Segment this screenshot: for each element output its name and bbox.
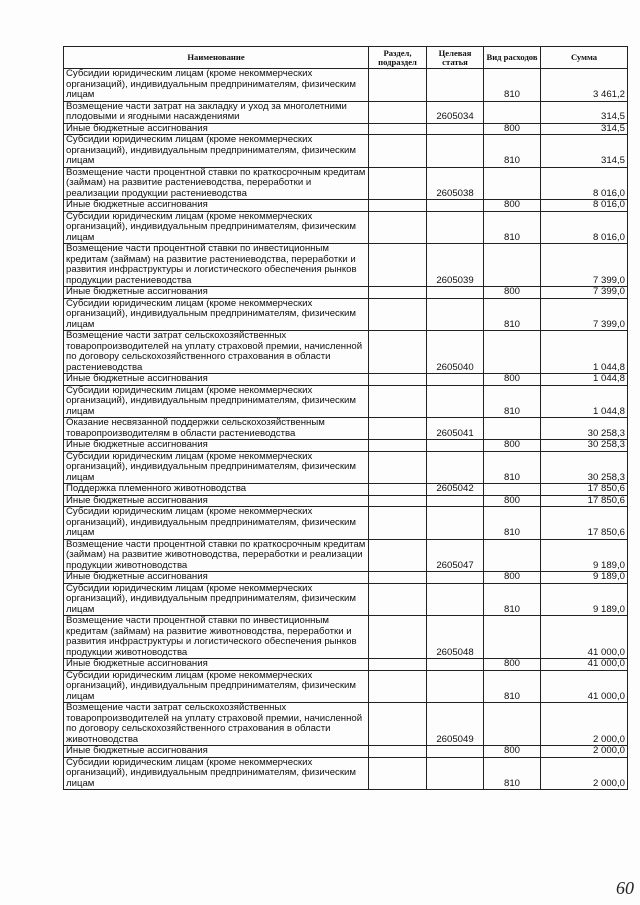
cell-expense-type: 810 [484,757,541,790]
header-target: Целевая статья [427,47,484,69]
cell-target-article: 2605042 [427,484,484,496]
cell-target-article: 2605047 [427,539,484,572]
cell-amount: 30 258,3 [541,418,628,440]
cell-target-article [427,287,484,299]
cell-expense-type: 810 [484,69,541,102]
header-name: Наименование [64,47,369,69]
cell-name: Субсидии юридическим лицам (кроме некоммерческих организаций), индивидуальным предпринимателям, физическим лицам [64,670,369,703]
cell-section [369,616,427,659]
cell-target-article [427,69,484,102]
cell-section [369,572,427,584]
cell-amount: 314,5 [541,101,628,123]
cell-section [369,331,427,374]
cell-target-article [427,583,484,616]
cell-name: Иные бюджетные ассигнования [64,287,369,299]
table-row [64,418,628,440]
cell-section [369,418,427,440]
table-row [64,211,628,244]
table-row [64,244,628,287]
cell-name: Возмещение части процентной ставки по инвестиционным кредитам (займам) на развитие животноводства, переработки и развития инфраструктуры и логистического обеспечения рынков продукции животноводства [64,616,369,659]
cell-section [369,123,427,135]
cell-name: Субсидии юридическим лицам (кроме некоммерческих организаций), индивидуальным предпринимателям, физическим лицам [64,69,369,102]
cell-amount: 9 189,0 [541,583,628,616]
table-row [64,659,628,671]
cell-amount: 7 399,0 [541,298,628,331]
cell-name: Субсидии юридическим лицам (кроме некоммерческих организаций), индивидуальным предпринимателям, физическим лицам [64,451,369,484]
header-section: Раздел, подраздел [369,47,427,69]
cell-amount: 8 016,0 [541,211,628,244]
cell-amount: 2 000,0 [541,757,628,790]
table-row [64,746,628,758]
cell-section [369,484,427,496]
cell-name: Иные бюджетные ассигнования [64,746,369,758]
cell-amount: 9 189,0 [541,539,628,572]
table-row [64,440,628,452]
cell-amount: 3 461,2 [541,69,628,102]
cell-amount: 314,5 [541,123,628,135]
cell-expense-type: 810 [484,670,541,703]
cell-target-article [427,385,484,418]
cell-section [369,746,427,758]
cell-expense-type: 800 [484,572,541,584]
cell-section [369,298,427,331]
cell-section [369,583,427,616]
table-row [64,287,628,299]
cell-section [369,385,427,418]
cell-target-article [427,374,484,386]
table-row [64,298,628,331]
cell-expense-type: 800 [484,123,541,135]
cell-target-article [427,746,484,758]
cell-name: Субсидии юридическим лицам (кроме некоммерческих организаций), индивидуальным предпринимателям, физическим лицам [64,135,369,168]
cell-name: Возмещение части процентной ставки по краткосрочным кредитам (займам) на развитие животноводства, переработки и реализации продукции животноводства [64,539,369,572]
cell-name: Возмещение части процентной ставки по инвестиционным кредитам (займам) на развитие растениеводства, переработки и развития инфраструктуры и логистического обеспечения рынков продукции растениеводства [64,244,369,287]
cell-name: Субсидии юридическим лицам (кроме некоммерческих организаций), индивидуальным предпринимателям, физическим лицам [64,298,369,331]
cell-section [369,287,427,299]
cell-name: Иные бюджетные ассигнования [64,572,369,584]
cell-target-article: 2605039 [427,244,484,287]
cell-amount: 7 399,0 [541,244,628,287]
cell-expense-type [484,418,541,440]
cell-expense-type [484,484,541,496]
table-row [64,451,628,484]
cell-section [369,440,427,452]
cell-expense-type [484,101,541,123]
cell-expense-type [484,167,541,200]
cell-section [369,703,427,746]
cell-target-article [427,659,484,671]
cell-section [369,539,427,572]
cell-amount: 314,5 [541,135,628,168]
cell-target-article [427,572,484,584]
cell-amount: 9 189,0 [541,572,628,584]
cell-amount: 1 044,8 [541,374,628,386]
cell-target-article [427,298,484,331]
cell-name: Иные бюджетные ассигнования [64,495,369,507]
cell-expense-type: 800 [484,440,541,452]
cell-expense-type: 810 [484,583,541,616]
table-row [64,200,628,212]
table-row [64,703,628,746]
cell-expense-type: 810 [484,211,541,244]
cell-name: Субсидии юридическим лицам (кроме некоммерческих организаций), индивидуальным предпринимателям, физическим лицам [64,757,369,790]
cell-name: Субсидии юридическим лицам (кроме некоммерческих организаций), индивидуальным предпринимателям, физическим лицам [64,583,369,616]
cell-section [369,659,427,671]
table-row [64,374,628,386]
cell-target-article: 2605040 [427,331,484,374]
table-row [64,583,628,616]
cell-amount: 41 000,0 [541,670,628,703]
cell-amount: 1 044,8 [541,385,628,418]
cell-amount: 8 016,0 [541,200,628,212]
table-row [64,167,628,200]
cell-section [369,374,427,386]
page-number: 60 [616,878,634,898]
cell-expense-type: 810 [484,298,541,331]
cell-amount: 1 044,8 [541,331,628,374]
cell-target-article: 2605048 [427,616,484,659]
cell-name: Возмещение части затрат на закладку и уход за многолетними плодовыми и ягодными насаждениями [64,101,369,123]
cell-amount: 17 850,6 [541,484,628,496]
cell-name: Оказание несвязанной поддержки сельскохозяйственным товаропроизводителям в области растениеводства [64,418,369,440]
cell-target-article: 2605038 [427,167,484,200]
cell-target-article [427,200,484,212]
table-row [64,670,628,703]
cell-target-article [427,670,484,703]
cell-amount: 41 000,0 [541,659,628,671]
cell-expense-type: 800 [484,495,541,507]
cell-name: Субсидии юридическим лицам (кроме некоммерческих организаций), индивидуальным предпринимателям, физическим лицам [64,385,369,418]
cell-expense-type: 800 [484,200,541,212]
cell-name: Иные бюджетные ассигнования [64,200,369,212]
cell-name: Поддержка племенного животноводства [64,484,369,496]
cell-name: Субсидии юридическим лицам (кроме некоммерческих организаций), индивидуальным предпринимателям, физическим лицам [64,211,369,244]
cell-expense-type [484,539,541,572]
table-row [64,495,628,507]
cell-amount: 8 016,0 [541,167,628,200]
cell-section [369,200,427,212]
cell-target-article: 2605041 [427,418,484,440]
table-row [64,757,628,790]
cell-section [369,495,427,507]
table-body [64,69,628,790]
cell-amount: 17 850,6 [541,507,628,540]
cell-expense-type: 810 [484,385,541,418]
cell-amount: 30 258,3 [541,451,628,484]
cell-target-article [427,211,484,244]
cell-expense-type [484,703,541,746]
cell-section [369,69,427,102]
cell-amount: 2 000,0 [541,746,628,758]
cell-expense-type: 800 [484,287,541,299]
table-row [64,123,628,135]
cell-name: Возмещение части затрат сельскохозяйственных товаропроизводителей на уплату страховой премии, начисленной по договору сельскохозяйственного страхования в области животноводства [64,703,369,746]
cell-name: Возмещение части процентной ставки по краткосрочным кредитам (займам) на развитие растениеводства, переработки и реализации продукции растениеводства [64,167,369,200]
cell-name: Иные бюджетные ассигнования [64,374,369,386]
table-row [64,385,628,418]
budget-table [63,46,628,790]
cell-section [369,101,427,123]
cell-section [369,670,427,703]
table-row [64,484,628,496]
cell-expense-type: 810 [484,451,541,484]
cell-section [369,451,427,484]
cell-target-article [427,495,484,507]
cell-amount: 17 850,6 [541,495,628,507]
cell-amount: 30 258,3 [541,440,628,452]
cell-name: Иные бюджетные ассигнования [64,440,369,452]
cell-section [369,244,427,287]
table-row [64,69,628,102]
cell-target-article [427,757,484,790]
cell-expense-type [484,244,541,287]
cell-expense-type [484,616,541,659]
cell-name: Субсидии юридическим лицам (кроме некоммерческих организаций), индивидуальным предпринимателям, физическим лицам [64,507,369,540]
cell-expense-type: 800 [484,746,541,758]
header-amount: Сумма [541,47,628,69]
cell-section [369,135,427,168]
table-header-row [64,47,628,69]
header-type: Вид расходов [484,47,541,69]
table-row [64,572,628,584]
cell-expense-type: 810 [484,135,541,168]
cell-target-article: 2605049 [427,703,484,746]
cell-section [369,211,427,244]
table-row [64,507,628,540]
cell-name: Иные бюджетные ассигнования [64,659,369,671]
cell-section [369,167,427,200]
cell-target-article [427,440,484,452]
cell-expense-type [484,331,541,374]
table-row [64,101,628,123]
cell-section [369,757,427,790]
cell-section [369,507,427,540]
cell-target-article [427,135,484,168]
cell-name: Иные бюджетные ассигнования [64,123,369,135]
cell-name: Возмещение части затрат сельскохозяйственных товаропроизводителей на уплату страховой премии, начисленной по договору сельскохозяйственного страхования в области растениеводства [64,331,369,374]
cell-target-article [427,123,484,135]
cell-expense-type: 810 [484,507,541,540]
cell-amount: 41 000,0 [541,616,628,659]
cell-target-article: 2605034 [427,101,484,123]
table-row [64,331,628,374]
table-row [64,616,628,659]
cell-target-article [427,507,484,540]
cell-expense-type: 800 [484,659,541,671]
table-row [64,539,628,572]
cell-expense-type: 800 [484,374,541,386]
table-row [64,135,628,168]
cell-amount: 2 000,0 [541,703,628,746]
cell-target-article [427,451,484,484]
cell-amount: 7 399,0 [541,287,628,299]
